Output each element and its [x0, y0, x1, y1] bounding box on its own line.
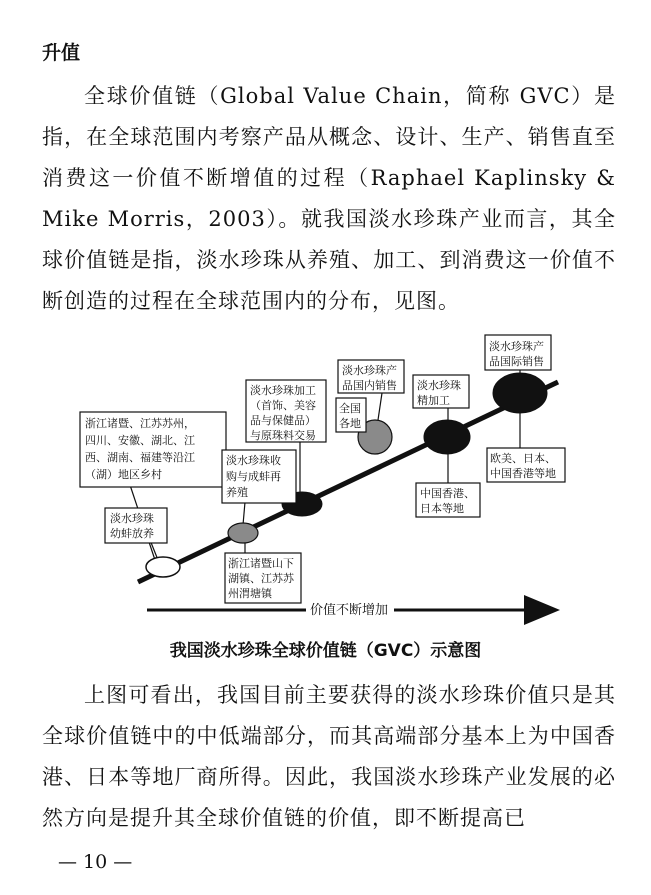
- box-processing-text: 淡水珍珠加工 （首饰、美容 品与保健品） 与原珠料交易: [250, 384, 316, 442]
- axis-label: 价值不断增加: [310, 603, 389, 618]
- connector-culture: [243, 502, 245, 525]
- box-nationwide-text: 全国 各地: [339, 402, 361, 430]
- connector-domestic: [378, 393, 382, 420]
- node-fine-processing: [424, 420, 470, 454]
- box-release-text: 淡水珍珠 幼蚌放养: [110, 512, 154, 540]
- analysis-paragraph: 上图可看出，我国目前主要获得的淡水珍珠价值只是其全球价值链中的中低端部分，而其高端部分基本上为中国香港、日本等地厂商所得。因此，我国淡水珍珠产业发展的必然方向是提升其全球价值链的价值，即不断提高已: [42, 683, 616, 830]
- box-overseas-text: 欧美、日本、 中国香港等地: [490, 452, 556, 480]
- box-fine-processing-text: 淡水珍珠 精加工: [417, 379, 461, 407]
- box-hk-japan-text: 中国香港、 日本等地: [420, 487, 475, 515]
- page-number: — 10 —: [58, 851, 133, 873]
- box-towns-text: 浙江诸暨山下 湖镇、江苏苏 州渭塘镇: [228, 557, 294, 600]
- box-regions-text: 浙江诸暨、江苏苏州， 四川、安徽、湖北、江 西、湖南、福建等沿江 （湖）地区乡村: [85, 417, 195, 481]
- box-intl-sales-text: 淡水珍珠产 品国际销售: [489, 340, 544, 368]
- node-seedling: [146, 557, 180, 577]
- box-culture-text: 淡水珍珠收 购与成蚌再 养殖: [226, 454, 281, 499]
- box-domestic-sales-text: 淡水珍珠产 品国内销售: [342, 364, 397, 392]
- figure-caption: 我国淡水珍珠全球价值链（GVC）示意图: [169, 641, 482, 661]
- intro-paragraph: 全球价值链（Global Value Chain，简称 GVC）是指，在全球范围内考察产品从概念、设计、生产、销售直至消费这一价值不断增值的过程（Raphael Kaplinsky & Mike Morris，2003）。就我国淡水珍珠产业而言，其全球价值链是指，淡水珍珠从养殖、加工、到消费这一价值不断创造的过程在全球范围内的分布，见图。: [42, 84, 616, 313]
- node-culture: [228, 523, 258, 543]
- section-heading: 升值: [42, 42, 81, 64]
- node-international: [493, 373, 547, 413]
